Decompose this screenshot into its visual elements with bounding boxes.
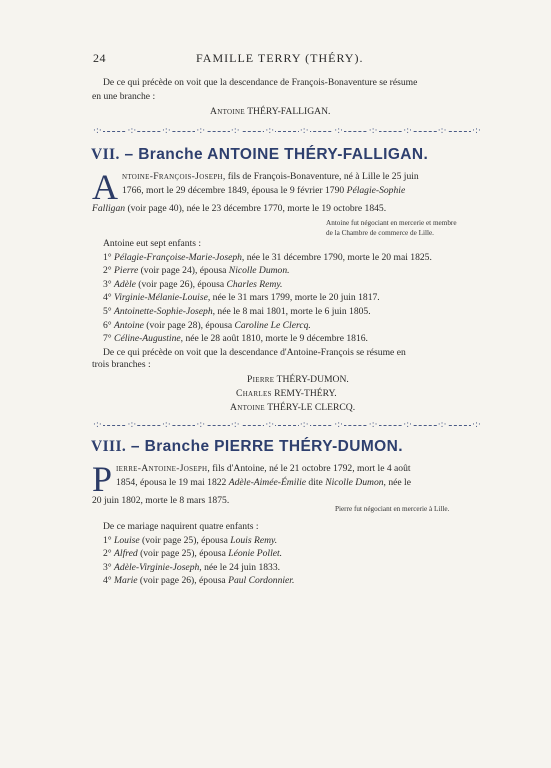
section-vii-paragraph: A ntoine-François-Joseph, fils de François-Bonaventure, né à Lille le 25 juin 1766, mort le 29 décembre 1849, épousa le 9 février 1790 Pélagie-Sophie Falligan (voir page 40), née le 23 décembre 1770, morte le 19 octobre 1845.: [92, 167, 419, 214]
ornamental-separator: ·:· ·:· ·:· ·:· ·:· ·:· ·:· ·:· ·:· ·:· ·:· ·:·: [93, 126, 481, 136]
intro-line-1: De ce qui précède on voit que la descendance de François-Bonaventure se résume: [103, 77, 418, 88]
summary-line-2: trois branches :: [92, 359, 151, 370]
intro-branch-name: [210, 104, 330, 119]
running-title: FAMILLE TERRY (THÉRY).: [196, 51, 364, 65]
children-list-viii: De ce mariage naquirent quatre enfants : 1° Louise (voir page 25), épousa Louis Remy. 2° Alfred (voir page 25), épousa Léonie Pollet. 3° Adèle-Virginie-Joseph, née le 24 juin 1833. 4° Marie (voir page 26), épousa Paul Cordonnier.: [103, 521, 295, 587]
drop-cap: A: [92, 167, 118, 207]
note-pierre: Pierre fut négociant en mercerie à Lille.: [335, 505, 450, 513]
section-heading-vii: VII. – Branche ANTOINE THÉRY-FALLIGAN.: [91, 146, 429, 163]
branch-2: Charles REMY-THÉRY.: [236, 388, 337, 399]
children-list-vii: Antoine eut sept enfants : 1° Pélagie-Françoise-Marie-Joseph, née le 31 décembre 1790, morte le 20 mai 1825. 2° Pierre (voir page 24), épousa Nicolle Dumon. 3° Adèle (voir page 26), épousa Charles Remy. 4° Virginie-Mélanie-Louise, née le 31 mars 1799, morte le 20 juin 1817. 5° Antoinette-Sophie-Joseph, née le 8 mai 1801, morte le 6 juin 1805. 6° Antoine (voir page 28), épousa Caroline Le Clercq. 7° Céline-Augustine, née le 28 août 1810, morte le 9 décembre 1816. De ce qui précède on voit que la descendance d'Antoine-François se résume en: [103, 238, 432, 358]
section-viii-paragraph: P ierre-Antoine-Joseph, fils d'Antoine, né le 21 octobre 1792, mort le 4 août 1854, épousa le 19 mai 1822 Adèle-Aimée-Émilie dite Nicolle Dumon, née le 20 juin 1802, morte le 8 mars 1875.: [92, 459, 411, 506]
note-antoine-2: de la Chambre de commerce de Lille.: [326, 229, 434, 237]
note-antoine-1: Antoine fut négociant en mercerie et membre: [326, 219, 457, 227]
intro-line-2: en une branche :: [92, 91, 156, 102]
page-number: 24: [93, 51, 106, 65]
ornamental-separator: ·:· ·:· ·:· ·:· ·:· ·:· ·:· ·:· ·:· ·:· ·:· ·:·: [93, 420, 481, 430]
branch-last-name: THÉRY-FALLIGAN.: [247, 106, 331, 117]
branch-first-name: Antoine: [210, 106, 245, 117]
branch-1: Pierre THÉRY-DUMON.: [247, 374, 349, 385]
drop-cap: P: [92, 459, 113, 499]
branch-3: Antoine THÉRY-LE CLERCQ.: [230, 402, 356, 413]
section-heading-viii: VIII. – Branche PIERRE THÉRY-DUMON.: [91, 438, 403, 455]
